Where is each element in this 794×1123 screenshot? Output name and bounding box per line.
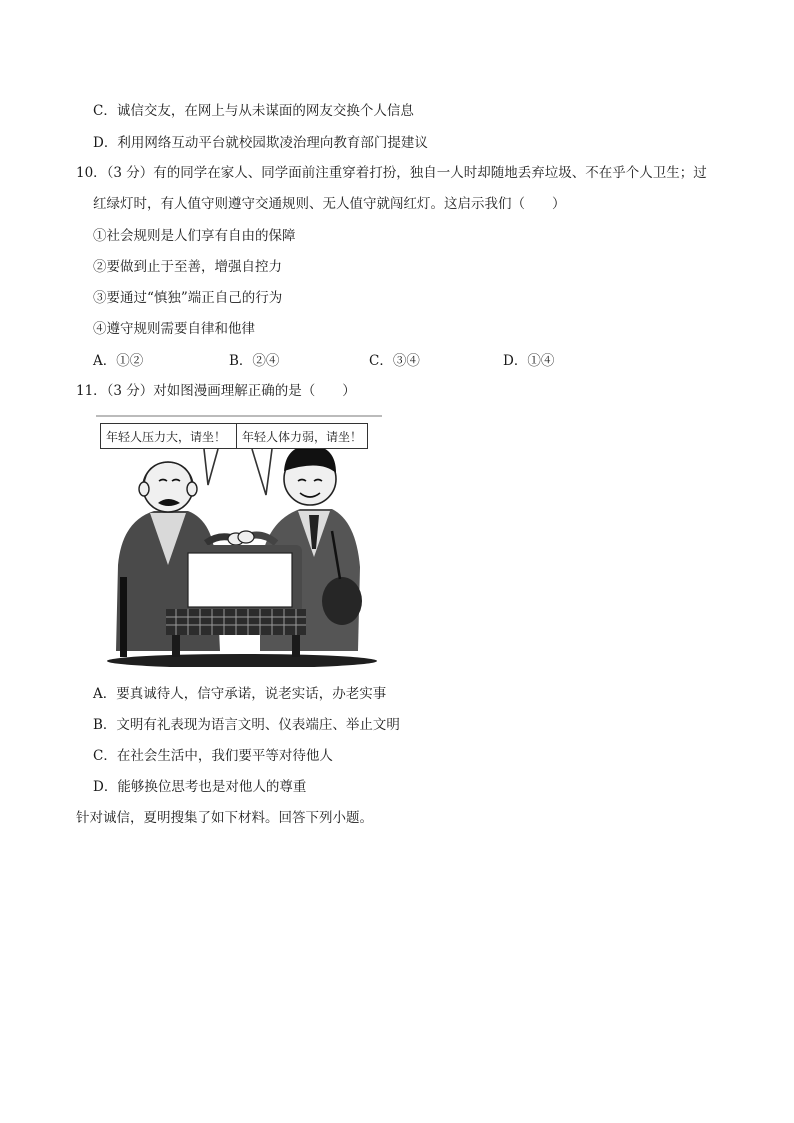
q10-option-c: C．③④	[369, 353, 420, 369]
q10-option-b: B．②④	[229, 353, 280, 369]
q11-option-d: D．能够换位思考也是对他人的尊重	[93, 779, 307, 795]
q11-option-c: C．在社会生活中，我们要平等对待他人	[93, 748, 333, 764]
q11-option-a: A．要真诚待人，信守承诺，说老实话，办老实事	[93, 686, 387, 702]
q10-item-3: ③要通过“慎独”端正自己的行为	[93, 290, 283, 306]
q10-stem-line1: 10．（3 分）有的同学在家人、同学面前注重穿着打扮，独自一人时却随地丢弃垃圾、不在乎个人卫生；过	[76, 165, 707, 181]
comic-drawing	[96, 415, 382, 667]
q11-option-b: B．文明有礼表现为语言文明、仪表端庄、举止文明	[93, 717, 400, 733]
q11-stem: 11．（3 分）对如图漫画理解正确的是（ ）	[76, 383, 356, 399]
q10-option-d: D．①④	[503, 353, 555, 369]
speech-bubble-right: 年轻人体力弱，请坐！	[236, 423, 368, 449]
q10-stem-line2: 红绿灯时，有人值守则遵守交通规则、无人值守就闯红灯。这启示我们（ ）	[93, 196, 566, 212]
speech-bubble-left: 年轻人压力大，请坐！	[100, 423, 240, 449]
material-intro: 针对诚信，夏明搜集了如下材料。回答下列小题。	[76, 810, 373, 826]
q10-option-a: A．①②	[93, 353, 144, 369]
comic-illustration	[96, 415, 382, 667]
q9-option-c: C．诚信交友，在网上与从未谋面的网友交换个人信息	[93, 103, 414, 119]
q9-option-d: D．利用网络互动平台就校园欺凌治理向教育部门提建议	[93, 135, 428, 151]
q10-item-2: ②要做到止于至善，增强自控力	[93, 259, 282, 275]
q10-options	[93, 351, 613, 373]
q10-item-4: ④遵守规则需要自律和他律	[93, 321, 255, 337]
q10-item-1: ①社会规则是人们享有自由的保障	[93, 228, 296, 244]
